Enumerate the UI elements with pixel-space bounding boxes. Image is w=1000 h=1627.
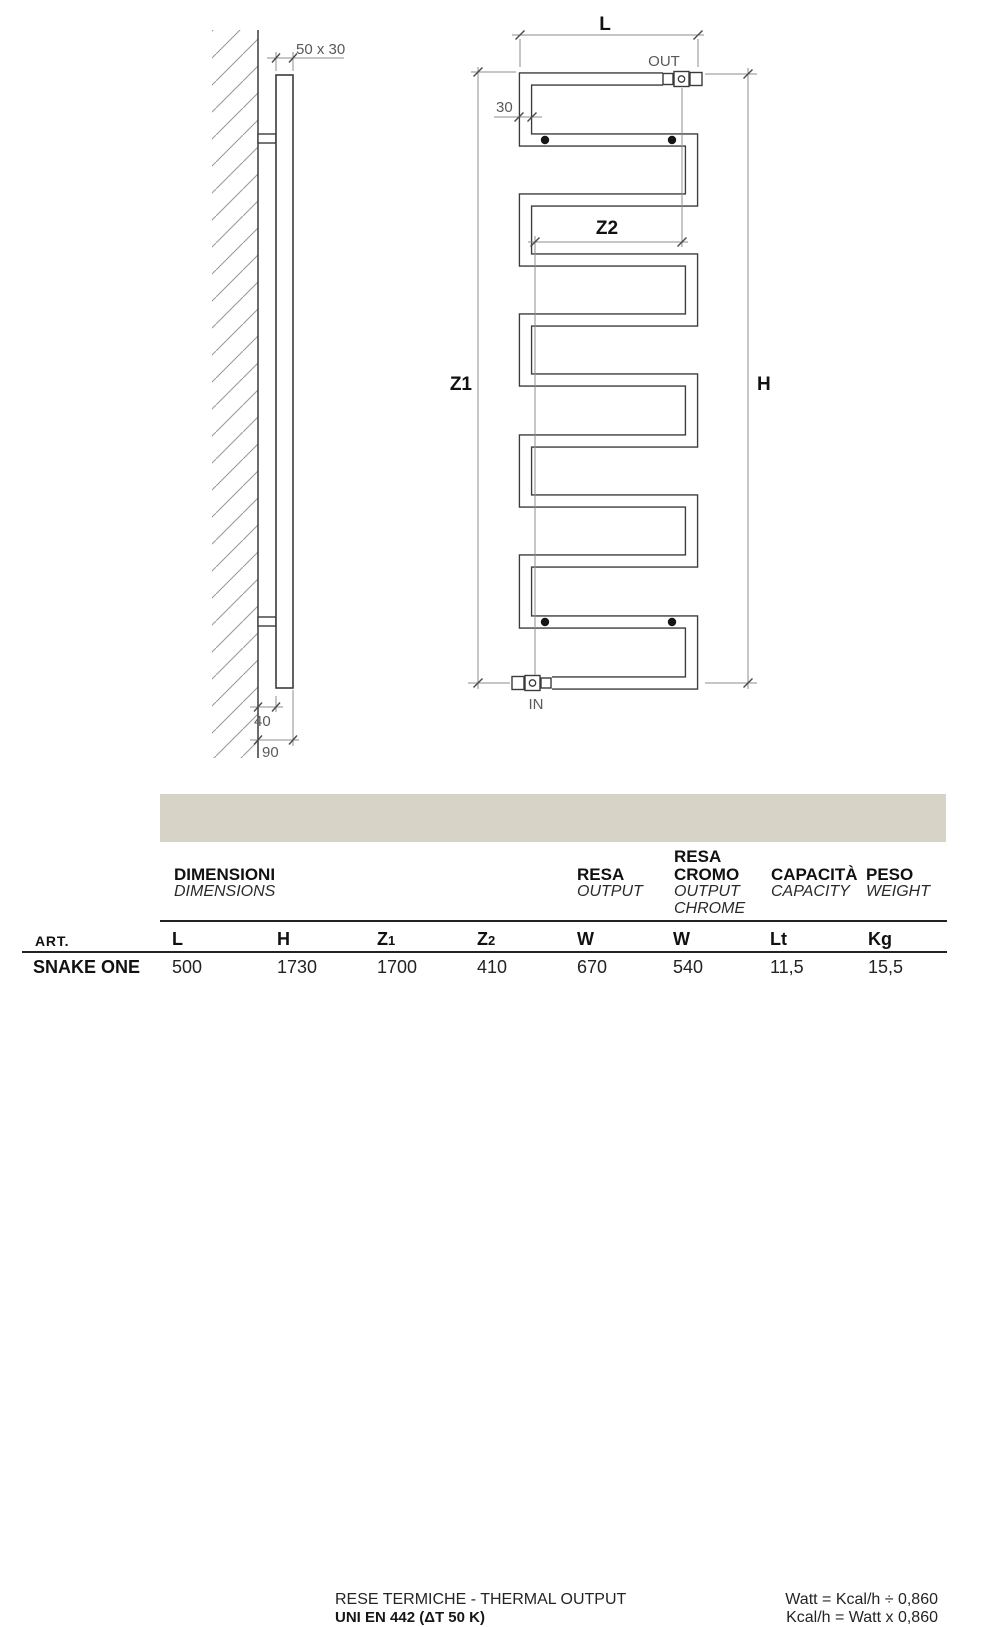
product-name: SNAKE ONE [33, 957, 141, 977]
table-rule-top [160, 920, 947, 922]
value-L: 500 [172, 957, 203, 977]
length-label: L [599, 14, 611, 35]
mount-dot [668, 136, 676, 144]
col-header-Kg: Kg [868, 929, 892, 949]
group-weight-en: WEIGHT [866, 883, 930, 900]
radiator-side-profile [276, 75, 293, 688]
group-capacity-it: CAPACITÀ [771, 865, 858, 884]
mount-dot [541, 618, 549, 626]
group-output-en: OUTPUT [577, 883, 643, 900]
thermal-norm: UNI EN 442 (ΔT 50 K) [335, 1609, 485, 1626]
art-header: ART. [35, 933, 70, 949]
group-output-chrome-en1: OUTPUT [674, 883, 740, 900]
technical-drawing [0, 0, 1000, 785]
z1-label: Z1 [449, 374, 472, 395]
value-Lt: 11,5 [770, 957, 804, 977]
wall-offset-label: 40 [254, 713, 271, 730]
formula-watt: Watt = Kcal/h ÷ 0,860 [785, 1591, 938, 1608]
depth-label: 90 [262, 744, 279, 761]
group-output-chrome-it2: CROMO [674, 865, 740, 884]
formula-kcal: Kcal/h = Watt x 0,860 [786, 1609, 938, 1626]
value-Z1: 1700 [377, 957, 418, 977]
col-header-L: L [172, 929, 183, 949]
col-header-H: H [277, 929, 290, 949]
group-weight-it: PESO [866, 865, 914, 884]
group-dimensions-en: DIMENSIONS [174, 883, 276, 900]
group-output-chrome-it1: RESA [674, 847, 722, 866]
value-W: 670 [577, 957, 608, 977]
group-output-chrome-en2: CHROME [674, 900, 746, 917]
side-view [212, 30, 345, 761]
col-header-Lt: Lt [770, 929, 787, 949]
z2-label: Z2 [595, 218, 619, 239]
value-Z2: 410 [477, 957, 508, 977]
mount-dot [541, 136, 549, 144]
col-header-Z2: Z2 [477, 929, 496, 949]
thermal-title: RESE TERMICHE - THERMAL OUTPUT [335, 1591, 627, 1608]
tube-width-label: 30 [496, 99, 513, 116]
table-rule-mid [22, 951, 947, 953]
bracket-top [258, 134, 276, 143]
mount-dot [668, 618, 676, 626]
value-H: 1730 [277, 957, 318, 977]
group-capacity-en: CAPACITY [771, 883, 850, 900]
out-valve [663, 72, 702, 87]
col-header-Z1: Z1 [377, 929, 396, 949]
in-valve [512, 676, 551, 691]
col-header-W: W [577, 929, 594, 949]
front-view [450, 14, 771, 713]
value-Kg: 15,5 [868, 957, 904, 977]
group-dimensions-it: DIMENSIONI [174, 865, 276, 884]
value-W-chrome: 540 [673, 957, 704, 977]
wall-hatch [212, 30, 258, 758]
profile-size-label: 50 x 30 [296, 41, 346, 58]
group-output-it: RESA [577, 865, 625, 884]
height-label: H [757, 374, 771, 395]
bracket-bottom [258, 617, 276, 626]
col-header-W-chrome: W [673, 929, 690, 949]
out-label: OUT [648, 53, 680, 70]
snake-tube-fill [526, 79, 692, 683]
in-label: IN [528, 696, 544, 713]
